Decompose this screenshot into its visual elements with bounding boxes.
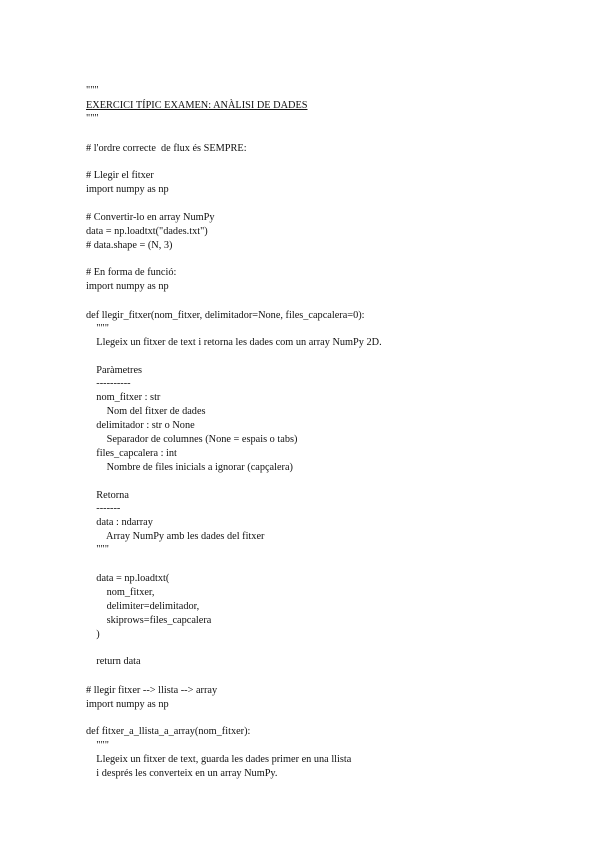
docstring-text: Nombre de files inicials a ignorar (capçalera): [86, 462, 293, 473]
docstring-close: """: [86, 113, 99, 124]
docstring-open: """: [86, 323, 109, 334]
docstring-open: """: [86, 85, 99, 96]
docstring-text: delimitador : str o None: [86, 420, 195, 431]
comment-line: # l'ordre correcte de flux és SEMPRE:: [86, 143, 247, 154]
comment-line: # data.shape = (N, 3): [86, 240, 173, 251]
code-line: skiprows=files_capcalera: [86, 615, 212, 626]
docstring-text: Paràmetres: [86, 365, 143, 376]
docstring-text: Retorna: [86, 490, 129, 501]
code-line: import numpy as np: [86, 281, 169, 292]
docstring-close: """: [86, 544, 109, 555]
comment-line: # llegir fitxer --> llista --> array: [86, 685, 218, 696]
code-line: return data: [86, 656, 141, 667]
function-definition: def llegir_fitxer(nom_fitxer, delimitador=None, files_capcalera=0):: [86, 310, 365, 321]
docstring-text: Array NumPy amb les dades del fitxer: [86, 531, 265, 542]
docstring-text: nom_fitxer : str: [86, 392, 161, 403]
docstring-text: data : ndarray: [86, 517, 153, 528]
docstring-text: -------: [86, 503, 121, 514]
comment-line: # Llegir el fitxer: [86, 170, 154, 181]
docstring-text: Llegeix un fitxer de text i retorna les dades com un array NumPy 2D.: [86, 337, 382, 348]
code-line: import numpy as np: [86, 699, 169, 710]
docstring-text: i després les converteix en un array NumPy.: [86, 768, 278, 779]
comment-line: # En forma de funció:: [86, 267, 177, 278]
code-line: ): [86, 629, 100, 640]
comment-line: # Convertir-lo en array NumPy: [86, 212, 215, 223]
code-line: delimiter=delimitador,: [86, 601, 200, 612]
code-line: data = np.loadtxt("dades.txt"): [86, 226, 208, 237]
code-line: data = np.loadtxt(: [86, 573, 170, 584]
docstring-text: Nom del fitxer de dades: [86, 406, 206, 417]
docstring-text: Llegeix un fitxer de text, guarda les dades primer en una llista: [86, 754, 352, 765]
docstring-text: ----------: [86, 378, 131, 389]
docstring-text: files_capcalera : int: [86, 448, 177, 459]
code-line: nom_fitxer,: [86, 587, 155, 598]
document-title: EXERCICI TÍPIC EXAMEN: ANÀLISI DE DADES: [86, 100, 308, 111]
docstring-open: """: [86, 740, 109, 751]
code-line: import numpy as np: [86, 184, 169, 195]
docstring-text: Separador de columnes (None = espais o tabs): [86, 434, 298, 445]
function-definition: def fitxer_a_llista_a_array(nom_fitxer):: [86, 726, 251, 737]
